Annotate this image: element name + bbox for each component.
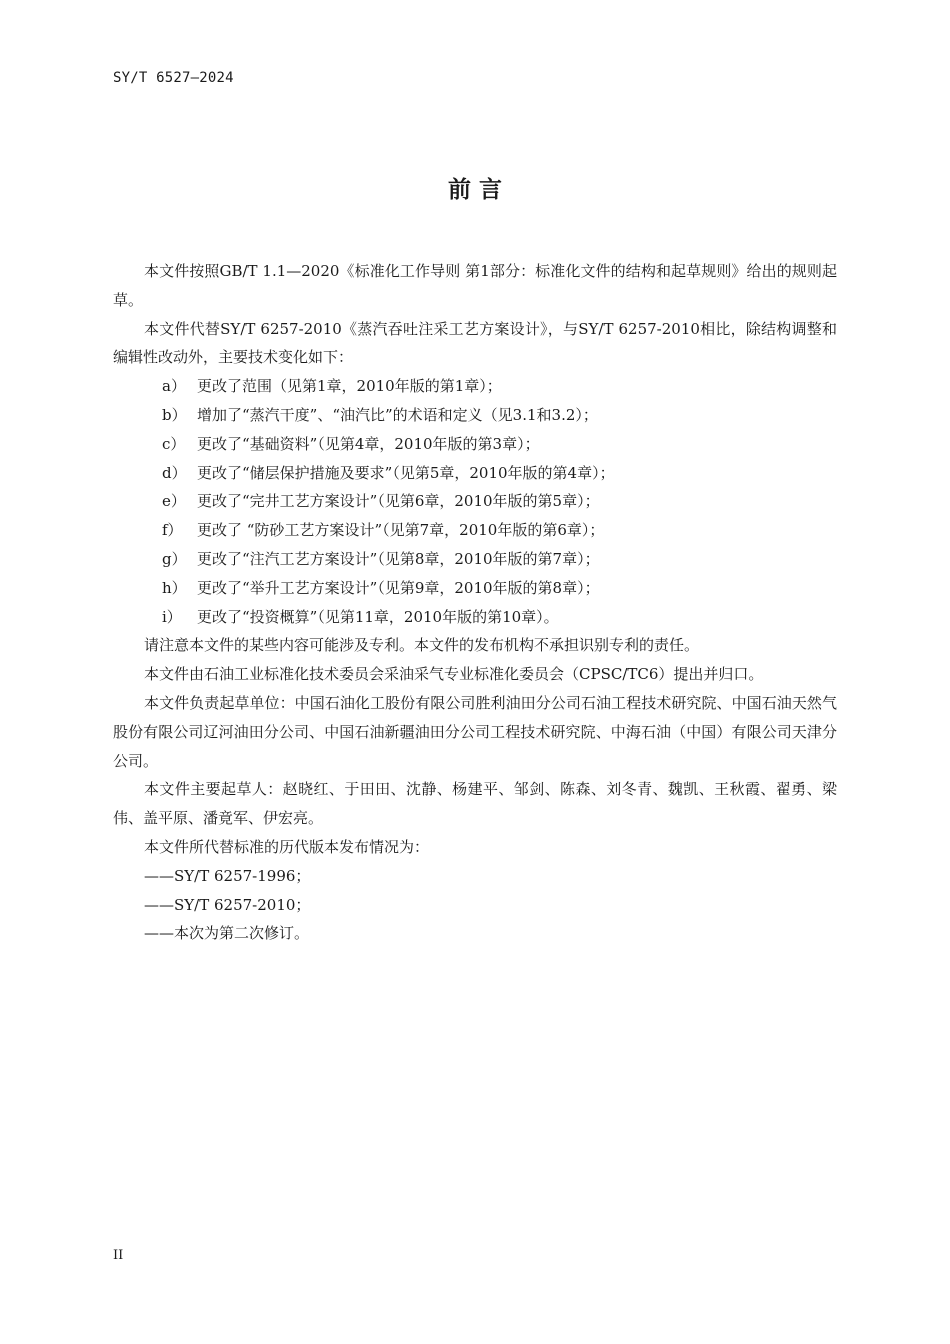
list-item-label: i） (162, 607, 182, 626)
history-item: ——SY/T 6257-1996； (144, 866, 311, 885)
list-item-text: 更改了 “防砂工艺方案设计”（见第7章，2010年版的第6章）； (197, 521, 605, 540)
page-number: II (113, 1248, 124, 1263)
list-item-label: e） (162, 492, 186, 511)
list-item-text: 更改了“基础资料”（见第4章，2010年版的第3章）； (197, 434, 540, 453)
list-item (113, 401, 837, 430)
paragraph-drafting-rules: 本文件按照GB/T 1.1—2020《标准化工作导则 第1部分：标准化文件的结构和起草规则》给出的规则起草。 (113, 262, 837, 309)
paragraph-patent-notice: 请注意本文件的某些内容可能涉及专利。本文件的发布机构不承担识别专利的责任。 (144, 636, 700, 655)
document-body (113, 257, 837, 948)
list-item-text: 更改了“完井工艺方案设计”（见第6章，2010年版的第5章）； (197, 492, 600, 511)
paragraph-replacement: 本文件代替SY/T 6257-2010《蒸汽吞吐注采工艺方案设计》，与SY/T 6257-2010相比，除结构调整和编辑性改动外，主要技术变化如下： (113, 319, 837, 367)
list-item (113, 545, 837, 574)
list-item (113, 487, 837, 516)
list-item-label: c） (162, 434, 186, 453)
history-item: ——SY/T 6257-2010； (144, 895, 311, 914)
list-item-text: 更改了“储层保护措施及要求”（见第5章，2010年版的第4章）； (197, 463, 615, 482)
list-item (113, 430, 837, 459)
paragraph-proposer: 本文件由石油工业标准化技术委员会采油采气专业标准化委员会（CPSC/TC6）提出并归口。 (144, 665, 764, 684)
list-item-label: f） (162, 521, 183, 540)
history-item: ——本次为第二次修订。 (144, 924, 310, 943)
page-title: 前 言 (447, 177, 502, 203)
history-list (113, 862, 837, 948)
list-item-label: b） (162, 405, 187, 424)
list-item-text: 更改了“投资概算”（见第11章，2010年版的第10章）。 (197, 607, 559, 626)
list-item-text: 更改了“举升工艺方案设计”（见第9章，2010年版的第8章）； (197, 578, 600, 597)
list-item-label: g） (162, 549, 187, 568)
list-item-label: h） (162, 578, 187, 597)
list-item-text: 更改了范围（见第1章，2010年版的第1章）； (197, 377, 502, 396)
list-item-text: 更改了“注汽工艺方案设计”（见第8章，2010年版的第7章）； (197, 549, 600, 568)
paragraph-history-intro: 本文件所代替标准的历代版本发布情况为： (144, 837, 430, 856)
list-item-text: 增加了“蒸汽干度”、“油汽比”的术语和定义（见3.1和3.2）； (197, 405, 598, 424)
list-item (113, 574, 837, 603)
list-item (113, 603, 837, 632)
list-item (113, 372, 837, 401)
paragraph-drafting-units: 本文件负责起草单位：中国石油化工股份有限公司胜利油田分公司石油工程技术研究院、中国石油天然气股份有限公司辽河油田分公司、中国石油新疆油田分公司工程技术研究院、中海石油（中国）有限公司天津分公司。 (113, 693, 837, 770)
list-item-label: d） (162, 463, 187, 482)
paragraph-drafters: 本文件主要起草人：赵晓红、于田田、沈静、杨建平、邹剑、陈森、刘冬青、魏凯、王秋霞、翟勇、梁伟、盖平原、潘竟军、伊宏亮。 (113, 780, 837, 828)
list-item-label: a） (162, 377, 186, 396)
changes-list (113, 372, 837, 631)
list-item (113, 516, 837, 545)
document-code-header: SY/T 6527—2024 (113, 70, 234, 86)
list-item (113, 459, 837, 488)
